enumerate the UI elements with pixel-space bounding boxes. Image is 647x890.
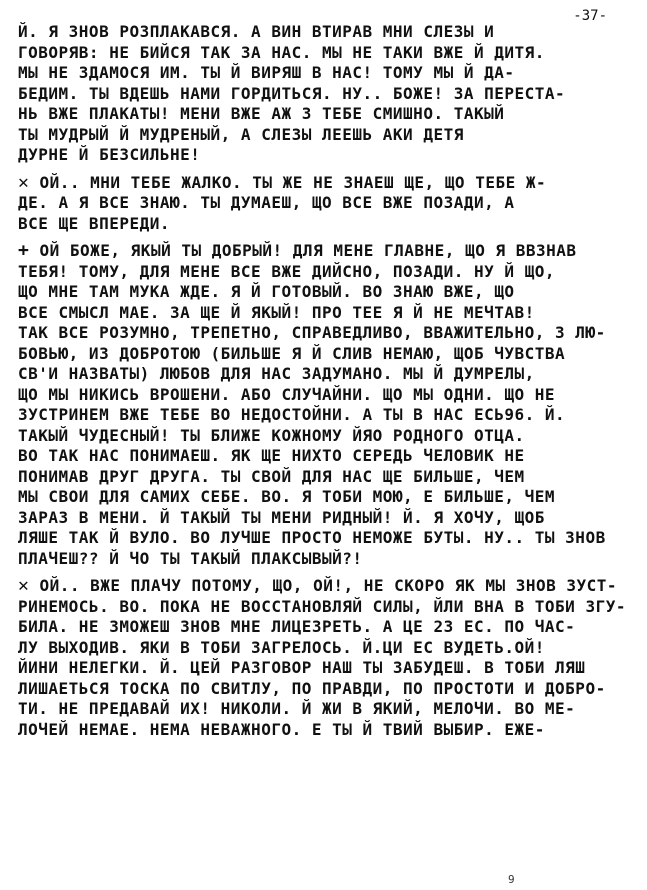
- line-text: ГОВОРЯВ: НЕ БИЙСЯ ТАК ЗА НАС. МЫ НЕ ТАКИ ВЖЕ Й ДИТЯ.: [18, 42, 545, 62]
- text-line: [18, 426, 628, 447]
- text-line: [18, 720, 628, 741]
- line-text: Й. Я ЗНОВ РОЗПЛАКАВСЯ. А ВИН ВТИРАВ МНИ СЛЕЗЫ И: [18, 22, 495, 41]
- line-text: ТАКЫЙ ЧУДЕСНЫЙ! ТЫ БЛИЖЕ КОЖНОМУ ЙЯО РОДНОГО ОТЦА.: [18, 425, 525, 445]
- line-text: ЛОЧЕЙ НЕМАЕ. НЕМА НЕВАЖНОГО. Е ТЫ Й ТВИЙ ВЫБИР. ЕЖЕ-: [18, 719, 545, 739]
- line-text: ОЙ.. МНИ ТЕБЕ ЖАЛКО. ТЫ ЖЕ НЕ ЗНАЕШ ЩЕ, ЩО ТЕБЕ Ж-: [29, 172, 547, 192]
- text-line: [18, 446, 628, 467]
- text-line: [18, 597, 628, 618]
- line-text: ЛИШАЕТЬСЯ ТОСКА ПО СВИТЛУ, ПО ПРАВДИ, ПО ПРОСТОТИ И ДОБРО-: [18, 678, 606, 698]
- paragraph-gap: [18, 234, 628, 241]
- text-line: [18, 487, 628, 508]
- line-text: ЛУ ВЫХОДИВ. ЯКИ В ТОБИ ЗАГРЕЛОСЬ. Й.ЦИ ЕС ВУДЕТЬ.ОЙ!: [18, 637, 545, 657]
- text-line: [18, 214, 628, 235]
- line-text: ЗУСТРИНЕМ ВЖЕ ТЕБЕ ВО НЕДОСТОЙНИ. А ТЫ В НАС ЕСЬ96. Й.: [18, 405, 566, 424]
- text-line: [18, 617, 628, 638]
- line-text: ПЛАЧЕШ?? Й ЧО ТЫ ТАКЫЙ ПЛАКСЫВЫЙ?!: [18, 548, 363, 568]
- line-text: ТЕБЯ! ТОМУ, ДЛЯ МЕНЕ ВСЕ ВЖЕ ДИЙСНО, ПОЗАДИ. НУ Й ЩО,: [18, 261, 556, 281]
- line-text: МЫ СВОИ ДЛЯ САМИХ СЕБЕ. ВО. Я ТОБИ МОЮ, Е БИЛЬШЕ, ЧЕМ: [18, 487, 556, 506]
- line-text: ПОНИМАВ ДРУГ ДРУГА. ТЫ СВОЙ ДЛЯ НАС ЩЕ БИЛЬШЕ, ЧЕМ: [18, 466, 525, 486]
- text-line: [18, 528, 628, 549]
- text-line: [18, 22, 628, 43]
- line-text: БЕДИМ. ТЫ ВДЕШЬ НАМИ ГОРДИТЬСЯ. НУ.. БОЖЕ! ЗА ПЕРЕСТА-: [18, 83, 566, 103]
- line-text: БИЛА. НЕ ЗМОЖЕШ ЗНОВ МНЕ ЛИЦЕЗРЕТЬ. А ЦЕ 23 ЕС. ПО ЧАС-: [18, 617, 576, 636]
- text-line: [18, 385, 628, 406]
- text-line: [18, 508, 628, 529]
- text-line: [18, 576, 628, 597]
- text-line: [18, 405, 628, 426]
- line-text: ОЙ БОЖЕ, ЯКЫЙ ТЫ ДОБРЫЙ! ДЛЯ МЕНЕ ГЛАВНЕ, ЩО Я ВВЗНАВ: [29, 241, 577, 260]
- text-line: [18, 467, 628, 488]
- line-text: ТЫ МУДРЫЙ Й МУДРЕНЫЙ, А СЛЕЗЫ ЛЕЕШЬ АКИ ДЕТЯ: [18, 124, 464, 144]
- line-text: ЛЯШЕ ТАК Й ВУЛО. ВО ЛУЧШЕ ПРОСТО НЕМОЖЕ БУТЫ. НУ.. ТЫ ЗНОВ: [18, 528, 606, 547]
- line-text: ЗАРАЗ В МЕНИ. Й ТАКЫЙ ТЫ МЕНИ РИДНЫЙ! Й. Я ХОЧУ, ЩОБ: [18, 507, 545, 527]
- text-line: [18, 638, 628, 659]
- line-text: ВСЕ ЩЕ ВПЕРЕДИ.: [18, 213, 170, 233]
- text-line: [18, 549, 628, 570]
- text-line: [18, 262, 628, 283]
- paragraph-gap: [18, 166, 628, 173]
- line-text: НЬ ВЖЕ ПЛАКАТЫ! МЕНИ ВЖЕ АЖ З ТЕБЕ СМИШНО. ТАКЫЙ: [18, 104, 505, 123]
- line-text: ЙИНИ НЕЛЕГКИ. Й. ЦЕЙ РАЗГОВОР НАШ ТЫ ЗАБУДЕШ. В ТОБИ ЛЯШ: [18, 658, 586, 677]
- line-text: ЩО МНЕ ТАМ МУКА ЖДЕ. Я Й ГОТОВЫЙ. ВО ЗНАЮ ВЖЕ, ЩО: [18, 282, 515, 301]
- text-line: [18, 282, 628, 303]
- line-text: МЫ НЕ ЗДАМОСЯ ИМ. ТЫ Й ВИРЯШ В НАС! ТОМУ МЫ Й ДА-: [18, 63, 515, 82]
- text-line: [18, 364, 628, 385]
- paragraph-gap: [18, 569, 628, 576]
- line-text: ОЙ.. ВЖЕ ПЛАЧУ ПОТОМУ, ЩО, ОЙ!, НЕ СКОРО ЯК МЫ ЗНОВ ЗУСТ-: [29, 576, 618, 595]
- footer-number: 9: [508, 873, 515, 886]
- text-line: [18, 104, 628, 125]
- line-text: ЩО МЫ НИКИСЬ ВРОШЕНИ. АБО СЛУЧАЙНИ. ЩО МЫ ОДНИ. ЩО НЕ: [18, 384, 556, 404]
- paragraph: [18, 241, 628, 569]
- line-text: ТАК ВСЕ РОЗУМНО, ТРЕПЕТНО, СПРАВЕДЛИВО, ВВАЖИТЕЛЬНО, З ЛЮ-: [18, 323, 606, 342]
- line-text: ДУРНЕ Й БЕЗСИЛЬНЕ!: [18, 145, 201, 164]
- text-line: [18, 63, 628, 84]
- line-text: БОВЬЮ, ИЗ ДОБРОТОЮ (БИЛЬШЕ Я Й СЛИВ НЕМАЮ, ЩОБ ЧУВСТВА: [18, 343, 566, 363]
- text-line: [18, 241, 628, 262]
- line-text: ТИ. НЕ ПРЕДАВАЙ ИХ! НИКОЛИ. Й ЖИ В ЯКИЙ, МЕЛОЧИ. ВО МЕ-: [18, 699, 576, 718]
- manuscript-text: [18, 22, 628, 740]
- line-text: ВСЕ СМЫСЛ МАЕ. ЗА ЩЕ Й ЯКЫЙ! ПРО ТЕЕ Я Й НЕ МЕЧТАВ!: [18, 302, 535, 322]
- text-line: [18, 344, 628, 365]
- text-line: [18, 658, 628, 679]
- text-line: [18, 193, 628, 214]
- text-line: [18, 173, 628, 194]
- text-line: [18, 323, 628, 344]
- page-number: -37-: [573, 8, 607, 24]
- text-line: [18, 679, 628, 700]
- line-text: ВО ТАК НАС ПОНИМАЕШ. ЯК ЩЕ НИХТО СЕРЕДЬ ЧЕЛОВИК НЕ: [18, 446, 525, 465]
- line-text: РИНЕМОСЬ. ВО. ПОКА НЕ ВОССТАНОВЛЯЙ СИЛЫ, ЙЛИ ВНА В ТОБИ ЗГУ-: [18, 596, 626, 616]
- text-line: [18, 303, 628, 324]
- line-text: СВ'И НАЗВАТЫ) ЛЮБОВ ДЛЯ НАС ЗАДУМАНО. МЫ Й ДУМРЕЛЫ,: [18, 364, 535, 383]
- paragraph: [18, 173, 628, 235]
- margin-mark: +: [18, 241, 30, 261]
- margin-mark: ✕: [18, 172, 30, 193]
- paragraph: [18, 22, 628, 166]
- margin-mark: ✕: [18, 576, 30, 596]
- text-line: [18, 43, 628, 64]
- line-text: ДЕ. А Я ВСЕ ЗНАЮ. ТЫ ДУМАЕШ, ЩО ВСЕ ВЖЕ ПОЗАДИ, А: [18, 193, 515, 212]
- paragraph: [18, 576, 628, 740]
- text-line: [18, 699, 628, 720]
- text-line: [18, 145, 628, 166]
- text-line: [18, 84, 628, 105]
- text-line: [18, 125, 628, 146]
